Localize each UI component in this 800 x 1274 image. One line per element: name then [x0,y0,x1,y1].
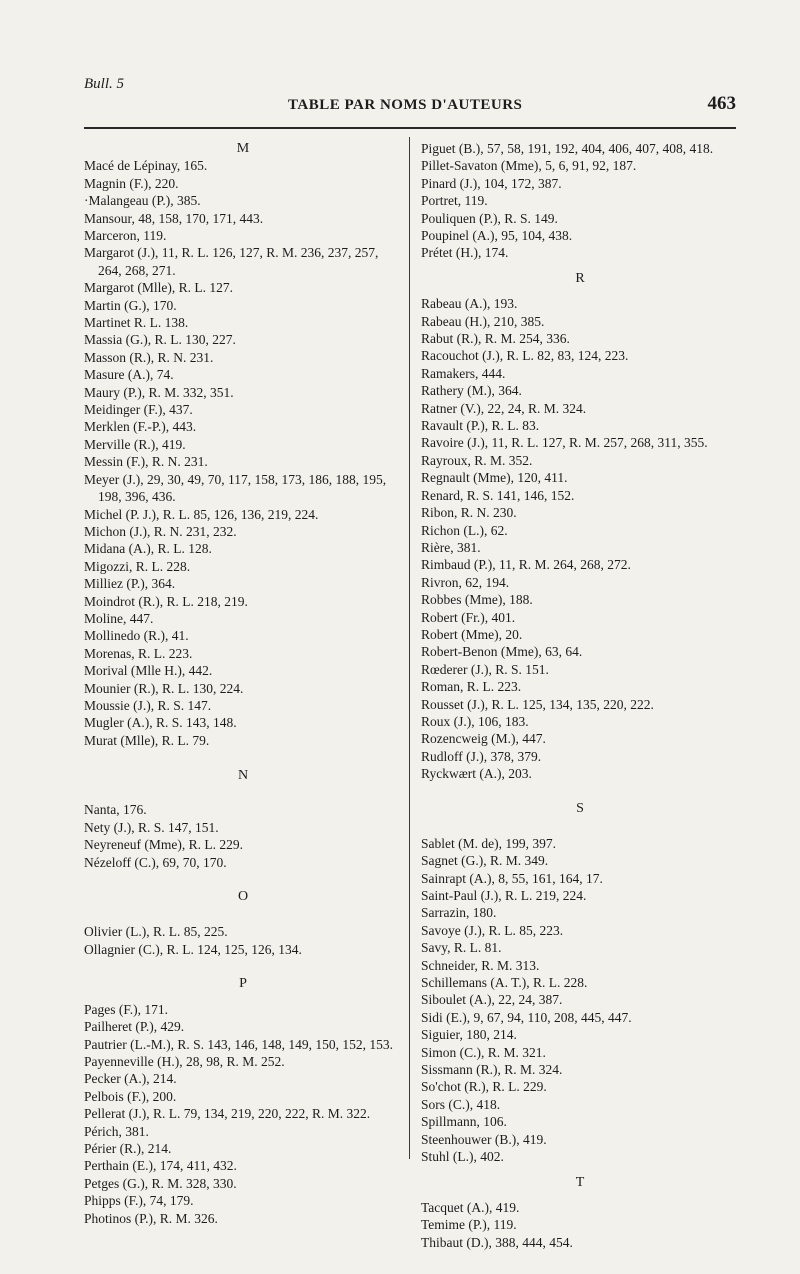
spacer [84,958,402,975]
spacer [84,871,402,888]
index-entry: Piguet (B.), 57, 58, 191, 192, 404, 406, 407, 408, 418. [421,141,714,156]
index-entry: Rayroux, R. M. 352. [421,452,533,468]
index-entry: Simon (C.), R. M. 321. [421,1044,546,1060]
index-entry: Périer (R.), 214. [84,1141,172,1157]
index-entry: Milliez (P.), 364. [84,576,176,592]
index-entry: Mollinedo (R.), 41. [84,628,189,644]
spacer [84,784,402,801]
index-entry: Siguier, 180, 214. [421,1027,517,1043]
spacer [84,749,402,766]
index-entry: Pelbois (F.), 200. [84,1088,177,1104]
index-entry: Prétet (H.), 174. [421,245,509,261]
index-entry: Rivron, 62, 194. [421,574,510,590]
spacer [421,1191,739,1199]
index-entry: Sissmann (R.), R. M. 324. [421,1062,563,1078]
index-entry: Moindrot (R.), R. L. 218, 219. [84,593,248,609]
section-letter: T [575,1174,585,1190]
index-entry: Ryckwært (A.), 203. [421,766,532,782]
section-letter: R [575,270,585,286]
header-rule [84,127,736,129]
index-entry: Roux (J.), 106, 183. [421,713,529,729]
index-entry: Pouliquen (P.), R. S. 149. [421,210,558,226]
index-entry: Olivier (L.), R. L. 85, 225. [84,924,228,940]
section-letter: M [236,141,250,156]
index-entry: So'chot (R.), R. L. 229. [421,1079,547,1095]
index-entry: Sors (C.), 418. [421,1096,501,1112]
index-entry: Moline, 447. [84,610,154,626]
index-entry: Robert (Fr.), 401. [421,609,516,625]
index-entry: Schillemans (A. T.), R. L. 228. [421,975,588,991]
index-entry: Photinos (P.), R. M. 326. [84,1210,218,1226]
index-entry: Steenhouwer (B.), 419. [421,1131,547,1147]
index-entry: Petges (G.), R. M. 328, 330. [84,1175,237,1191]
index-entry: Rière, 381. [421,539,481,555]
index-entry: Morival (Mlle H.), 442. [84,663,213,679]
index-entry: Masure (A.), 74. [84,367,174,383]
index-entry: Michel (P. J.), R. L. 85, 126, 136, 219, 224. [84,506,319,522]
index-entry: Siboulet (A.), 22, 24, 387. [421,992,563,1008]
index-entry: Magnin (F.), 220. [84,175,179,191]
index-entry: Robert-Benon (Mme), 63, 64. [421,644,583,660]
index-entry: Sablet (M. de), 199, 397. [421,835,556,851]
index-entry: Mansour, 48, 158, 170, 171, 443. [84,210,264,226]
index-entry: Robbes (Mme), 188. [421,592,533,608]
index-entry: Rabeau (H.), 210, 385. [421,313,545,329]
index-entry: Savoye (J.), R. L. 85, 223. [421,922,564,938]
left-column [84,140,402,1227]
index-entry: Pinard (J.), 104, 172, 387. [421,175,562,191]
index-entry: Nézeloff (C.), 69, 70, 170. [84,854,227,870]
index-entry: Nanta, 176. [84,802,147,818]
index-entry: Rathery (M.), 364. [421,383,522,399]
index-entry: Ratner (V.), 22, 24, R. M. 324. [421,400,587,416]
index-entry: Sainrapt (A.), 8, 55, 161, 164, 17. [421,870,603,886]
index-entry: Mounier (R.), R. L. 130, 224. [84,680,244,696]
index-entry: Rœderer (J.), R. S. 151. [421,661,549,677]
index-entry: Sidi (E.), 9, 67, 94, 110, 208, 445, 447. [421,1009,632,1025]
index-entry: Regnault (Mme), 120, 411. [421,470,568,486]
section-letter: S [576,801,584,816]
spacer [421,287,739,295]
index-entry: Racouchot (J.), R. L. 82, 83, 124, 223. [421,348,629,364]
index-entry: Robert (Mme), 20. [421,626,523,642]
index-entry: Ribon, R. N. 230. [421,505,517,521]
index-entry: Richon (L.), 62. [421,522,508,538]
index-entry: Sarrazin, 180. [421,905,497,921]
index-entry: Merville (R.), 419. [84,436,186,452]
index-entry: Perthain (E.), 174, 411, 432. [84,1158,237,1174]
index-entry: Tacquet (A.), 419. [421,1199,520,1215]
index-entry: Ollagnier (C.), R. L. 124, 125, 126, 134. [84,941,302,957]
index-entry: Meyer (J.), 29, 30, 49, 70, 117, 158, 173, 186, 188, 195, 198, 396, 436. [84,471,387,505]
index-entry: Pailheret (P.), 429. [84,1019,185,1035]
index-entry: Nety (J.), R. S. 147, 151. [84,819,219,835]
spacer [421,1166,739,1174]
running-head: Bull. 5 [84,76,124,92]
section-letter: O [237,889,249,905]
index-entry: Saint-Paul (J.), R. L. 219, 224. [421,888,587,903]
index-entry: Rimbaud (P.), 11, R. M. 264, 268, 272. [421,557,631,573]
index-entry: Pillet-Savaton (Mme), 5, 6, 91, 92, 187. [421,158,637,174]
index-entry: Macé de Lépinay, 165. [84,158,208,174]
index-entry: Marceron, 119. [84,228,167,244]
index-entry: Pecker (A.), 214. [84,1071,177,1087]
index-entry: Thibaut (D.), 388, 444, 454. [421,1234,573,1250]
page-title: TABLE PAR NOMS D'AUTEURS [288,97,523,113]
spacer [421,783,739,800]
index-entry: Phipps (F.), 74, 179. [84,1193,194,1209]
index-entry: Messin (F.), R. N. 231. [84,454,208,470]
index-entry: Rousset (J.), R. L. 125, 134, 135, 220, 222. [421,696,654,712]
index-entry: Midana (A.), R. L. 128. [84,541,212,557]
index-entry: Pellerat (J.), R. L. 79, 134, 219, 220, 222, R. M. 322. [84,1106,371,1122]
index-entry: Martinet R. L. 138. [84,315,189,331]
index-entry: Neyreneuf (Mme), R. L. 229. [84,837,243,853]
index-entry: ·Malangeau (P.), 385. [84,193,201,209]
index-entry: Sagnet (G.), R. M. 349. [421,853,549,869]
index-entry: Moussie (J.), R. S. 147. [84,697,212,713]
index-entry: Rozencweig (M.), 447. [421,731,546,747]
index-entry: Temime (P.), 119. [421,1217,517,1233]
index-entry: Payenneville (H.), 28, 98, R. M. 252. [84,1053,285,1069]
index-entry: Maury (P.), R. M. 332, 351. [84,384,234,400]
index-entry: Morenas, R. L. 223. [84,645,193,661]
index-entry: Ravault (P.), R. L. 83. [421,418,540,434]
spacer [421,262,739,270]
section-letter: N [237,767,249,783]
section-letter: P [239,976,247,992]
index-entry: Poupinel (A.), 95, 104, 438. [421,228,573,244]
index-entry: Murat (Mlle), R. L. 79. [84,732,210,748]
index-entry: Rudloff (J.), 378, 379. [421,748,542,764]
index-entry: Michon (J.), R. N. 231, 232. [84,523,237,539]
index-entry: Portret, 119. [421,193,488,209]
index-entry: Margarot (Mlle), R. L. 127. [84,280,233,296]
index-entry: Stuhl (L.), 402. [421,1149,504,1165]
index-entry: Savy, R. L. 81. [421,940,502,956]
index-entry: Mugler (A.), R. S. 143, 148. [84,715,237,731]
spacer [421,817,739,834]
index-entry: Schneider, R. M. 313. [421,957,540,973]
index-entry: Pautrier (L.-M.), R. S. 143, 146, 148, 149, 150, 152, 153. [84,1036,393,1052]
index-entry: Masson (R.), R. N. 231. [84,349,214,365]
index-entry: Margarot (J.), 11, R. L. 126, 127, R. M. 236, 237, 257, 264, 268, 271. [84,245,379,278]
index-entry: Martin (G.), 170. [84,297,177,313]
index-entry: Ravoire (J.), 11, R. L. 127, R. M. 257, 268, 311, 355. [421,435,708,451]
index-entry: Massia (G.), R. L. 130, 227. [84,332,236,348]
spacer [84,906,402,923]
index-entry: Pages (F.), 171. [84,1001,169,1017]
index-entry: Spillmann, 106. [421,1114,507,1130]
index-entry: Rabut (R.), R. M. 254, 336. [421,331,570,347]
index-entry: Migozzi, R. L. 228. [84,558,191,574]
index-entry: Roman, R. L. 223. [421,679,522,695]
index-entry: Périch, 381. [84,1123,149,1139]
index-entry: Ramakers, 444. [421,365,506,381]
column-divider [409,137,410,1159]
index-entry: Renard, R. S. 141, 146, 152. [421,487,575,503]
index-entry: Meidinger (F.), 437. [84,402,193,418]
page-number: 463 [707,93,736,114]
index-entry: Merklen (F.-P.), 443. [84,419,197,435]
right-column [421,140,739,1251]
index-entry: Rabeau (A.), 193. [421,296,518,312]
spacer [84,993,402,1001]
